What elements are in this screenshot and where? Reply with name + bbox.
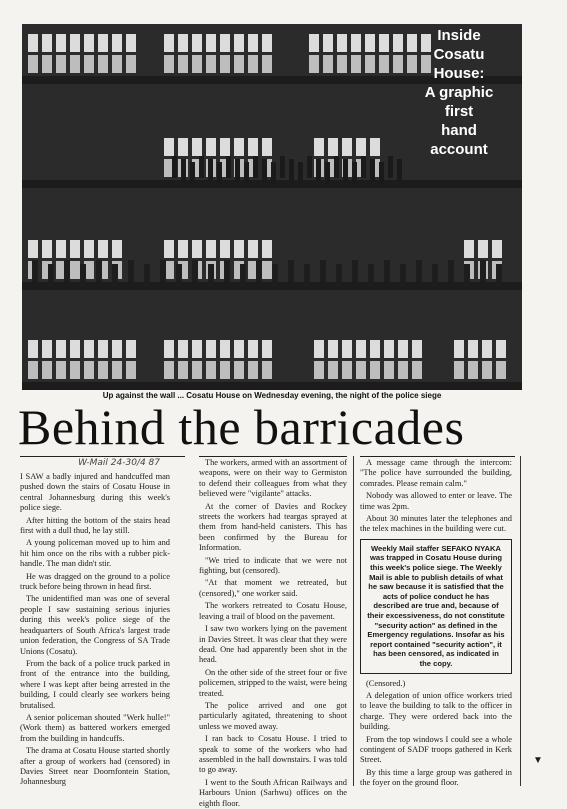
window-pane bbox=[314, 340, 324, 358]
window-pane bbox=[84, 34, 94, 52]
pin-mark-icon: ▼ bbox=[533, 755, 543, 766]
paragraph: At the corner of Davies and Rockey streets the workers had teargas sprayed at them from hand-held canisters. This has been confirmed by the Bureau for Information. bbox=[199, 501, 347, 553]
figure-silhouette bbox=[397, 159, 402, 181]
figure-silhouette bbox=[190, 162, 195, 184]
window-pane bbox=[56, 240, 66, 258]
window-pane bbox=[164, 138, 174, 156]
figure-silhouette bbox=[80, 264, 86, 286]
window-pane bbox=[309, 34, 319, 52]
window-pane bbox=[126, 55, 136, 73]
paragraph: The police arrived and one got particularly agitated, threatening to shoot unless we moved away. bbox=[199, 700, 347, 731]
figure-silhouette bbox=[208, 159, 213, 181]
column-divider bbox=[353, 456, 354, 786]
window-pane bbox=[112, 361, 122, 379]
window-pane bbox=[178, 55, 188, 73]
window-pane bbox=[28, 55, 38, 73]
paragraph: He was dragged on the ground to a police truck before being thrown in head first. bbox=[20, 571, 170, 592]
window-pane bbox=[42, 361, 52, 379]
photo-kicker bbox=[404, 26, 514, 159]
window-pane bbox=[234, 340, 244, 358]
window-pane bbox=[98, 240, 108, 258]
figure-silhouette bbox=[272, 264, 278, 286]
window-pane bbox=[220, 138, 230, 156]
figure-silhouette bbox=[172, 156, 177, 178]
paragraph: Nobody was allowed to enter or leave. The time was 2pm. bbox=[360, 491, 512, 511]
window-pane bbox=[98, 340, 108, 358]
window-pane bbox=[56, 340, 66, 358]
window-pane bbox=[206, 55, 216, 73]
window-pane bbox=[112, 34, 122, 52]
window-pane bbox=[98, 361, 108, 379]
window-pane bbox=[248, 34, 258, 52]
window-pane bbox=[206, 340, 216, 358]
figure-silhouette bbox=[388, 156, 393, 178]
window-pane bbox=[454, 361, 464, 379]
window-pane bbox=[314, 138, 324, 156]
paragraph: I went to the South African Railways and Harbours Union (Sarhwu) offices on the eighth floor. bbox=[199, 777, 347, 808]
window-pane bbox=[342, 340, 352, 358]
window-pane bbox=[206, 34, 216, 52]
figure-silhouette bbox=[480, 260, 486, 282]
window-pane bbox=[164, 340, 174, 358]
window-pane bbox=[365, 34, 375, 52]
window-pane bbox=[342, 138, 352, 156]
figure-silhouette bbox=[352, 162, 357, 184]
window-pane bbox=[248, 240, 258, 258]
window-pane bbox=[248, 138, 258, 156]
figure-silhouette bbox=[112, 264, 118, 286]
window-pane bbox=[393, 55, 403, 73]
window-pane bbox=[262, 340, 272, 358]
window-pane bbox=[112, 340, 122, 358]
window-pane bbox=[56, 55, 66, 73]
paragraph: "We tried to indicate that we were not fighting, but (censored). bbox=[199, 555, 347, 576]
window-pane bbox=[42, 240, 52, 258]
window-pane bbox=[56, 34, 66, 52]
paragraph: I ran back to Cosatu House. I tried to speak to some of the workers who had assembled in the hall downstairs. I was told to go away. bbox=[199, 734, 347, 775]
rule-divider bbox=[199, 456, 347, 457]
paragraph: From the top windows I could see a whole contingent of SADF troops gathered in Kerk Street. bbox=[360, 734, 512, 765]
window-pane bbox=[192, 340, 202, 358]
window-pane bbox=[192, 361, 202, 379]
figure-silhouette bbox=[320, 260, 326, 282]
window-pane bbox=[70, 361, 80, 379]
editor-notice-box bbox=[360, 539, 512, 674]
figure-silhouette bbox=[368, 264, 374, 286]
paragraph: The workers, armed with an assortment of weapons, were on their way to Germiston to defend their colleagues from what they believed were "vigilante" attacks. bbox=[199, 458, 347, 499]
window-pane bbox=[309, 55, 319, 73]
figure-silhouette bbox=[181, 159, 186, 181]
window-pane bbox=[356, 340, 366, 358]
photo-caption: Up against the wall ... Cosatu House on Wednesday evening, the night of the police siege bbox=[102, 391, 442, 400]
paragraph: About 30 minutes later the telephones and the telex machines in the building were cut. bbox=[360, 514, 512, 534]
figure-silhouette bbox=[256, 260, 262, 282]
window-pane bbox=[370, 361, 380, 379]
kicker-line: House: bbox=[433, 65, 485, 82]
window-pane bbox=[337, 55, 347, 73]
window-pane bbox=[98, 55, 108, 73]
window-pane bbox=[164, 34, 174, 52]
figure-silhouette bbox=[325, 162, 330, 184]
figure-silhouette bbox=[217, 162, 222, 184]
window-pane bbox=[248, 340, 258, 358]
figure-silhouette bbox=[416, 260, 422, 282]
window-pane bbox=[262, 261, 272, 279]
window-pane bbox=[206, 361, 216, 379]
window-pane bbox=[98, 34, 108, 52]
window-pane bbox=[337, 34, 347, 52]
figure-silhouette bbox=[144, 264, 150, 286]
window-pane bbox=[370, 340, 380, 358]
figure-silhouette bbox=[361, 156, 366, 178]
window-pane bbox=[234, 240, 244, 258]
figure-silhouette bbox=[352, 260, 358, 282]
figure-silhouette bbox=[253, 156, 258, 178]
window-pane bbox=[234, 55, 244, 73]
window-pane bbox=[192, 240, 202, 258]
window-pane bbox=[192, 34, 202, 52]
window-pane bbox=[28, 240, 38, 258]
figure-silhouette bbox=[464, 264, 470, 286]
window-pane bbox=[379, 55, 389, 73]
window-pane bbox=[220, 34, 230, 52]
figure-silhouette bbox=[496, 264, 502, 286]
column-divider bbox=[520, 456, 521, 786]
paragraph: The workers retreated to Cosatu House, leaving a trail of blood on the pavement. bbox=[199, 601, 347, 621]
window-pane bbox=[206, 240, 216, 258]
window-pane bbox=[496, 340, 506, 358]
window-pane bbox=[492, 240, 502, 258]
figure-silhouette bbox=[96, 260, 102, 282]
paragraph: (Censored.) bbox=[366, 678, 406, 688]
window-pane bbox=[248, 361, 258, 379]
window-pane bbox=[178, 340, 188, 358]
paragraph: I saw two workers lying on the pavement in Davies Street. It was clear that they were dead. One had apparently been shot in the head. bbox=[199, 624, 347, 665]
window-pane bbox=[356, 361, 366, 379]
article-headline: Behind the barricades bbox=[18, 399, 465, 455]
paragraph: The unidentified man was one of several people I saw sustaining serious injuries during this week's police siege of the headquarters of South Africa's largest trade union federation, the Congress of SA Trade Unions (Cosatu). bbox=[20, 594, 170, 656]
window-pane bbox=[112, 240, 122, 258]
window-pane bbox=[192, 138, 202, 156]
window-pane bbox=[178, 138, 188, 156]
window-pane bbox=[314, 361, 324, 379]
figure-silhouette bbox=[336, 264, 342, 286]
window-pane bbox=[234, 361, 244, 379]
figure-silhouette bbox=[199, 156, 204, 178]
window-pane bbox=[248, 55, 258, 73]
paragraph: After hitting the bottom of the stairs head first with a dull thud, he lay still. bbox=[20, 515, 170, 536]
window-pane bbox=[328, 340, 338, 358]
figure-silhouette bbox=[370, 159, 375, 181]
window-pane bbox=[468, 361, 478, 379]
window-pane bbox=[70, 261, 80, 279]
window-pane bbox=[262, 240, 272, 258]
paragraph: By this time a large group was gathered in the foyer on the ground floor. bbox=[360, 767, 512, 788]
figure-silhouette bbox=[224, 260, 230, 282]
window-pane bbox=[262, 34, 272, 52]
window-pane bbox=[328, 361, 338, 379]
figure-silhouette bbox=[244, 162, 249, 184]
window-pane bbox=[398, 340, 408, 358]
handwritten-dateline: W-Mail 24-30/4 87 bbox=[78, 458, 160, 468]
figure-silhouette bbox=[448, 260, 454, 282]
figure-silhouette bbox=[235, 159, 240, 181]
figure-silhouette bbox=[226, 156, 231, 178]
window-pane bbox=[42, 34, 52, 52]
paragraph: On the other side of the street four or five policemen, stripped to the waist, were being treated. bbox=[199, 667, 347, 698]
figure-silhouette bbox=[64, 260, 70, 282]
window-pane bbox=[351, 55, 361, 73]
figure-silhouette bbox=[379, 162, 384, 184]
window-pane bbox=[262, 138, 272, 156]
building-photo bbox=[22, 24, 522, 390]
window-pane bbox=[164, 361, 174, 379]
window-pane bbox=[84, 361, 94, 379]
window-pane bbox=[323, 55, 333, 73]
window-pane bbox=[28, 340, 38, 358]
kicker-line: Cosatu bbox=[433, 46, 485, 63]
window-pane bbox=[56, 361, 66, 379]
figure-silhouette bbox=[307, 156, 312, 178]
figure-silhouette bbox=[262, 159, 267, 181]
window-pane bbox=[178, 34, 188, 52]
figure-silhouette bbox=[128, 260, 134, 282]
window-pane bbox=[220, 340, 230, 358]
kicker-line: hand bbox=[441, 122, 477, 139]
window-pane bbox=[70, 34, 80, 52]
window-pane bbox=[398, 361, 408, 379]
window-pane bbox=[342, 361, 352, 379]
figure-silhouette bbox=[334, 156, 339, 178]
window-pane bbox=[192, 55, 202, 73]
window-pane bbox=[262, 55, 272, 73]
window-pane bbox=[365, 55, 375, 73]
figure-silhouette bbox=[343, 159, 348, 181]
window-pane bbox=[323, 34, 333, 52]
rule-divider bbox=[360, 456, 515, 457]
figure-silhouette bbox=[192, 260, 198, 282]
window-pane bbox=[112, 55, 122, 73]
window-pane bbox=[262, 361, 272, 379]
window-pane bbox=[84, 240, 94, 258]
window-pane bbox=[384, 340, 394, 358]
window-pane bbox=[328, 138, 338, 156]
article-column-1 bbox=[20, 458, 170, 787]
window-pane bbox=[164, 240, 174, 258]
window-pane bbox=[482, 340, 492, 358]
window-pane bbox=[220, 55, 230, 73]
article-column-3 bbox=[360, 458, 512, 788]
kicker-line: account bbox=[430, 141, 488, 158]
kicker-line: A graphic bbox=[424, 84, 494, 101]
figure-silhouette bbox=[288, 260, 294, 282]
window-pane bbox=[220, 240, 230, 258]
window-pane bbox=[454, 340, 464, 358]
window-pane bbox=[412, 361, 422, 379]
paragraph: A delegation of union office workers tried to leave the building to talk to the officer in charge. They were ordered back into the building. bbox=[360, 690, 512, 732]
window-pane bbox=[468, 340, 478, 358]
window-pane bbox=[126, 34, 136, 52]
window-pane bbox=[42, 340, 52, 358]
figure-silhouette bbox=[32, 260, 38, 282]
figure-silhouette bbox=[160, 260, 166, 282]
window-pane bbox=[126, 340, 136, 358]
window-pane bbox=[496, 361, 506, 379]
rule-divider bbox=[20, 456, 185, 457]
window-pane bbox=[84, 340, 94, 358]
kicker-line: Inside bbox=[437, 27, 481, 44]
window-pane bbox=[28, 34, 38, 52]
figure-silhouette bbox=[432, 264, 438, 286]
figure-silhouette bbox=[271, 162, 276, 184]
paragraph: A young policeman moved up to him and hit him once on the ribs with a rubber pick-handle. The man didn't stir. bbox=[20, 538, 170, 569]
paragraph: A senior policeman shouted "Werk hulle!" (Work them) as battered workers emerged from the building in handcuffs. bbox=[20, 712, 170, 743]
paragraph: From the back of a police truck parked in front of the entrance into the building, where I was kept after being arrested in the building, I could clearly see workers being brutalised. bbox=[20, 658, 170, 710]
window-pane bbox=[482, 361, 492, 379]
floor-slab bbox=[22, 382, 522, 390]
figure-silhouette bbox=[240, 264, 246, 286]
paragraph: The drama at Cosatu House started shortly after a group of workers had (censored) in Davies Street near Doornfontein Station, Johannesburg bbox=[20, 746, 170, 787]
window-pane bbox=[412, 340, 422, 358]
article-column-2 bbox=[199, 458, 347, 808]
window-pane bbox=[70, 340, 80, 358]
window-pane bbox=[393, 34, 403, 52]
window-pane bbox=[178, 240, 188, 258]
figure-silhouette bbox=[400, 264, 406, 286]
window-pane bbox=[384, 361, 394, 379]
figure-silhouette bbox=[316, 159, 321, 181]
window-pane bbox=[126, 361, 136, 379]
window-pane bbox=[370, 138, 380, 156]
window-pane bbox=[164, 55, 174, 73]
paragraph: "At that moment we retreated, but (censored)," one worker said. bbox=[199, 578, 347, 598]
window-pane bbox=[70, 55, 80, 73]
figure-silhouette bbox=[208, 264, 214, 286]
paragraph: A message came through the intercom: "The police have surrounded the building, comrades. Please remain calm." bbox=[360, 458, 512, 488]
figure-silhouette bbox=[384, 260, 390, 282]
figure-silhouette bbox=[304, 264, 310, 286]
figure-silhouette bbox=[48, 264, 54, 286]
window-pane bbox=[234, 138, 244, 156]
window-pane bbox=[178, 361, 188, 379]
figure-silhouette bbox=[280, 156, 285, 178]
window-pane bbox=[351, 34, 361, 52]
kicker-line: first bbox=[444, 103, 474, 120]
window-pane bbox=[206, 138, 216, 156]
window-pane bbox=[234, 34, 244, 52]
window-pane bbox=[464, 240, 474, 258]
window-pane bbox=[220, 361, 230, 379]
window-pane bbox=[84, 55, 94, 73]
window-pane bbox=[70, 240, 80, 258]
window-pane bbox=[379, 34, 389, 52]
window-pane bbox=[478, 240, 488, 258]
window-pane bbox=[28, 361, 38, 379]
editor-notice-text: Weekly Mail staffer SEFAKO NYAKA was trapped in Cosatu House during this week's police siege. The Weekly Mail is able to publish details of what he saw because it is satisfied that the acts of police conduct he has described are true and, because of their excessiveness, do not constitute "security action" as defined in the Emergency regulations. Insofar as his report contained "security action", it has been censored, as indicated in the copy. bbox=[367, 543, 505, 668]
figure-silhouette bbox=[289, 159, 294, 181]
figure-silhouette bbox=[176, 264, 182, 286]
figure-silhouette bbox=[298, 162, 303, 184]
window-pane bbox=[42, 55, 52, 73]
window-pane bbox=[356, 138, 366, 156]
paragraph: I SAW a badly injured and handcuffed man pushed down the stairs of Cosatu House in central Johannesburg during this week's police siege. bbox=[20, 472, 170, 513]
